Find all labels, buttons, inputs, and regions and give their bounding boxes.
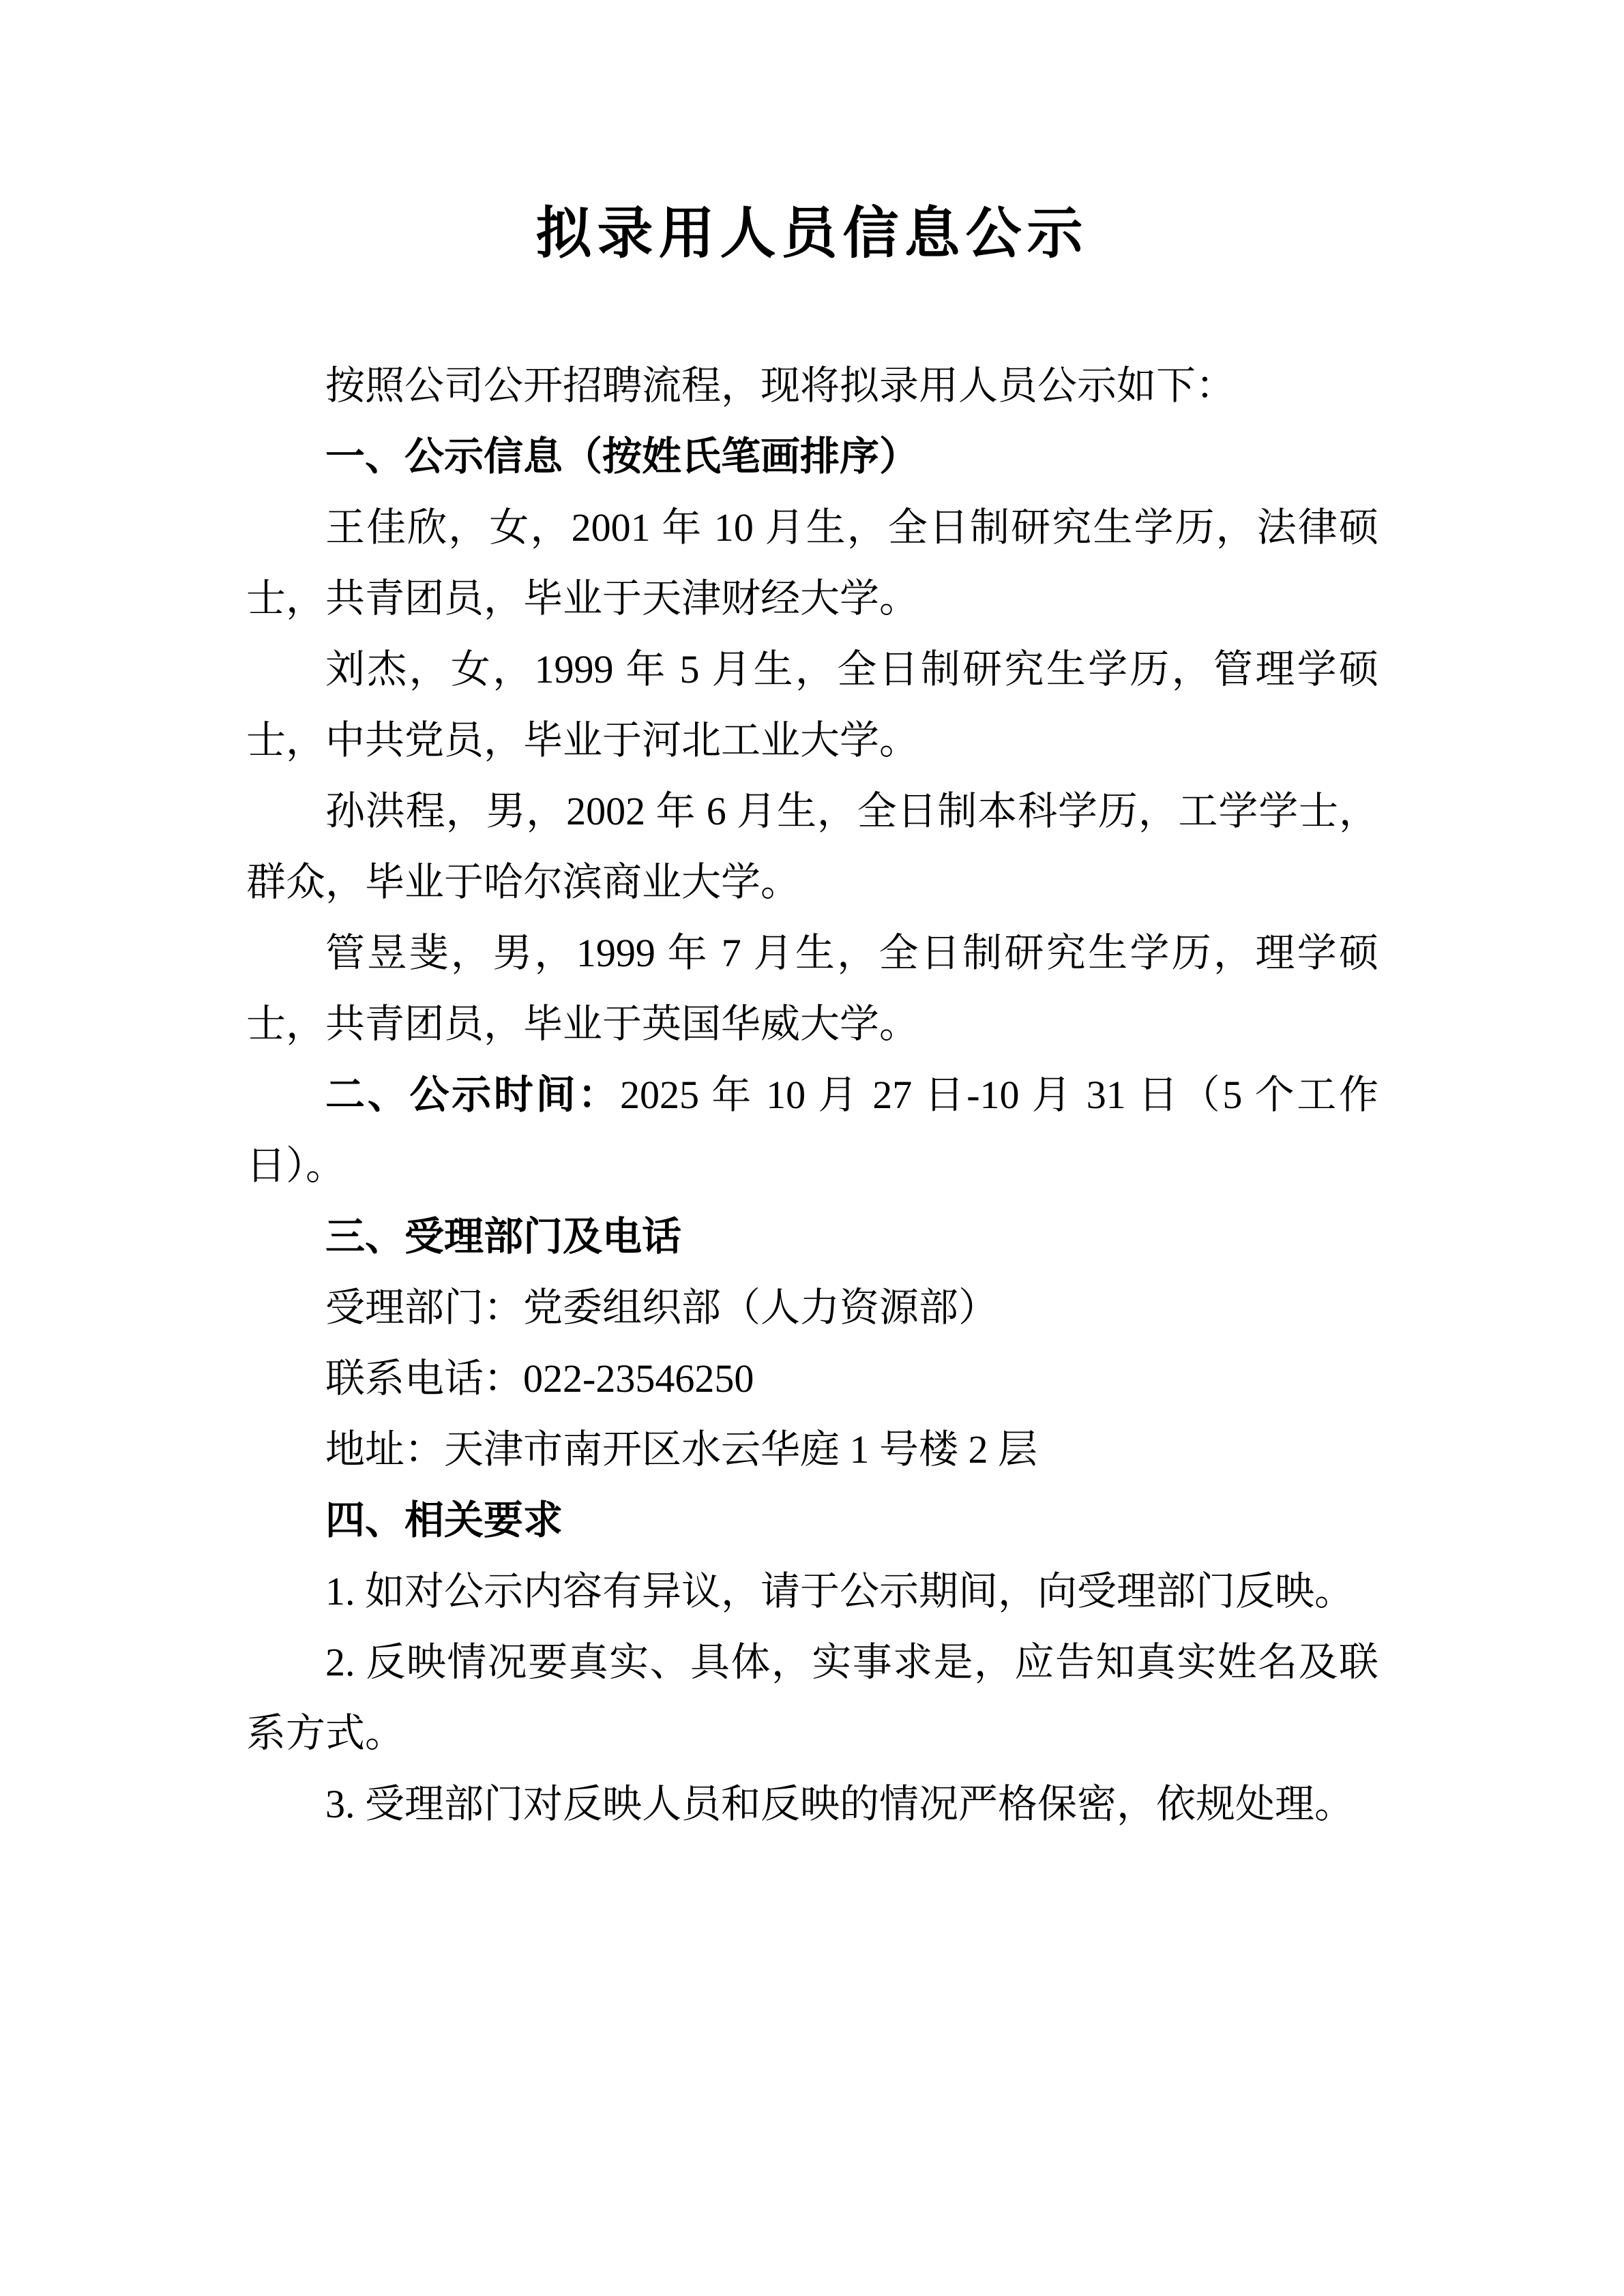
section2-heading: 二、公示时间：	[325, 1073, 621, 1117]
candidate-entry-4: 管昱斐，男，1999 年 7 月生，全日制研究生学历，理学硕士，共青团员，毕业于英国华威大学。	[246, 931, 1378, 1046]
candidate-entry-1: 王佳欣，女，2001 年 10 月生，全日制研究生学历，法律硕士，共青团员，毕业于天津财经大学。	[246, 505, 1378, 621]
contact-phone-line: 联系电话：022-23546250	[325, 1356, 754, 1401]
candidate-entry-2: 刘杰，女，1999 年 5 月生，全日制研究生学历，管理学硕士，中共党员，毕业于河北工业大学。	[246, 647, 1378, 762]
candidate-entry-3: 孙洪程，男，2002 年 6 月生，全日制本科学历，工学学士，群众，毕业于哈尔滨商业大学。	[246, 789, 1378, 904]
requirement-item-2: 2. 反映情况要真实、具体，实事求是，应告知真实姓名及联系方式。	[246, 1640, 1378, 1755]
accepting-department-line: 受理部门：党委组织部（人力资源部）	[325, 1285, 999, 1330]
intro-paragraph: 按照公司公开招聘流程，现将拟录用人员公示如下：	[325, 363, 1236, 408]
address-line: 地址：天津市南开区水云华庭 1 号楼 2 层	[325, 1427, 1038, 1472]
requirement-item-1: 1. 如对公示内容有异议，请于公示期间，向受理部门反映。	[325, 1569, 1355, 1613]
document-body	[246, 351, 1378, 1840]
section4-heading: 四、相关要求	[325, 1498, 563, 1542]
section2-time-text: 2025 年 10 月 27 日-10 月 31 日（5 个工作日）。	[246, 1073, 1378, 1188]
requirement-item-3: 3. 受理部门对反映人员和反映的情况严格保密，依规处理。	[325, 1782, 1355, 1826]
section3-heading: 三、受理部门及电话	[325, 1214, 682, 1259]
section1-heading: 一、公示信息（按姓氏笔画排序）	[325, 434, 919, 479]
document-title: 拟录用人员信息公示	[535, 203, 1089, 265]
section2-paragraph	[246, 1060, 1378, 1202]
